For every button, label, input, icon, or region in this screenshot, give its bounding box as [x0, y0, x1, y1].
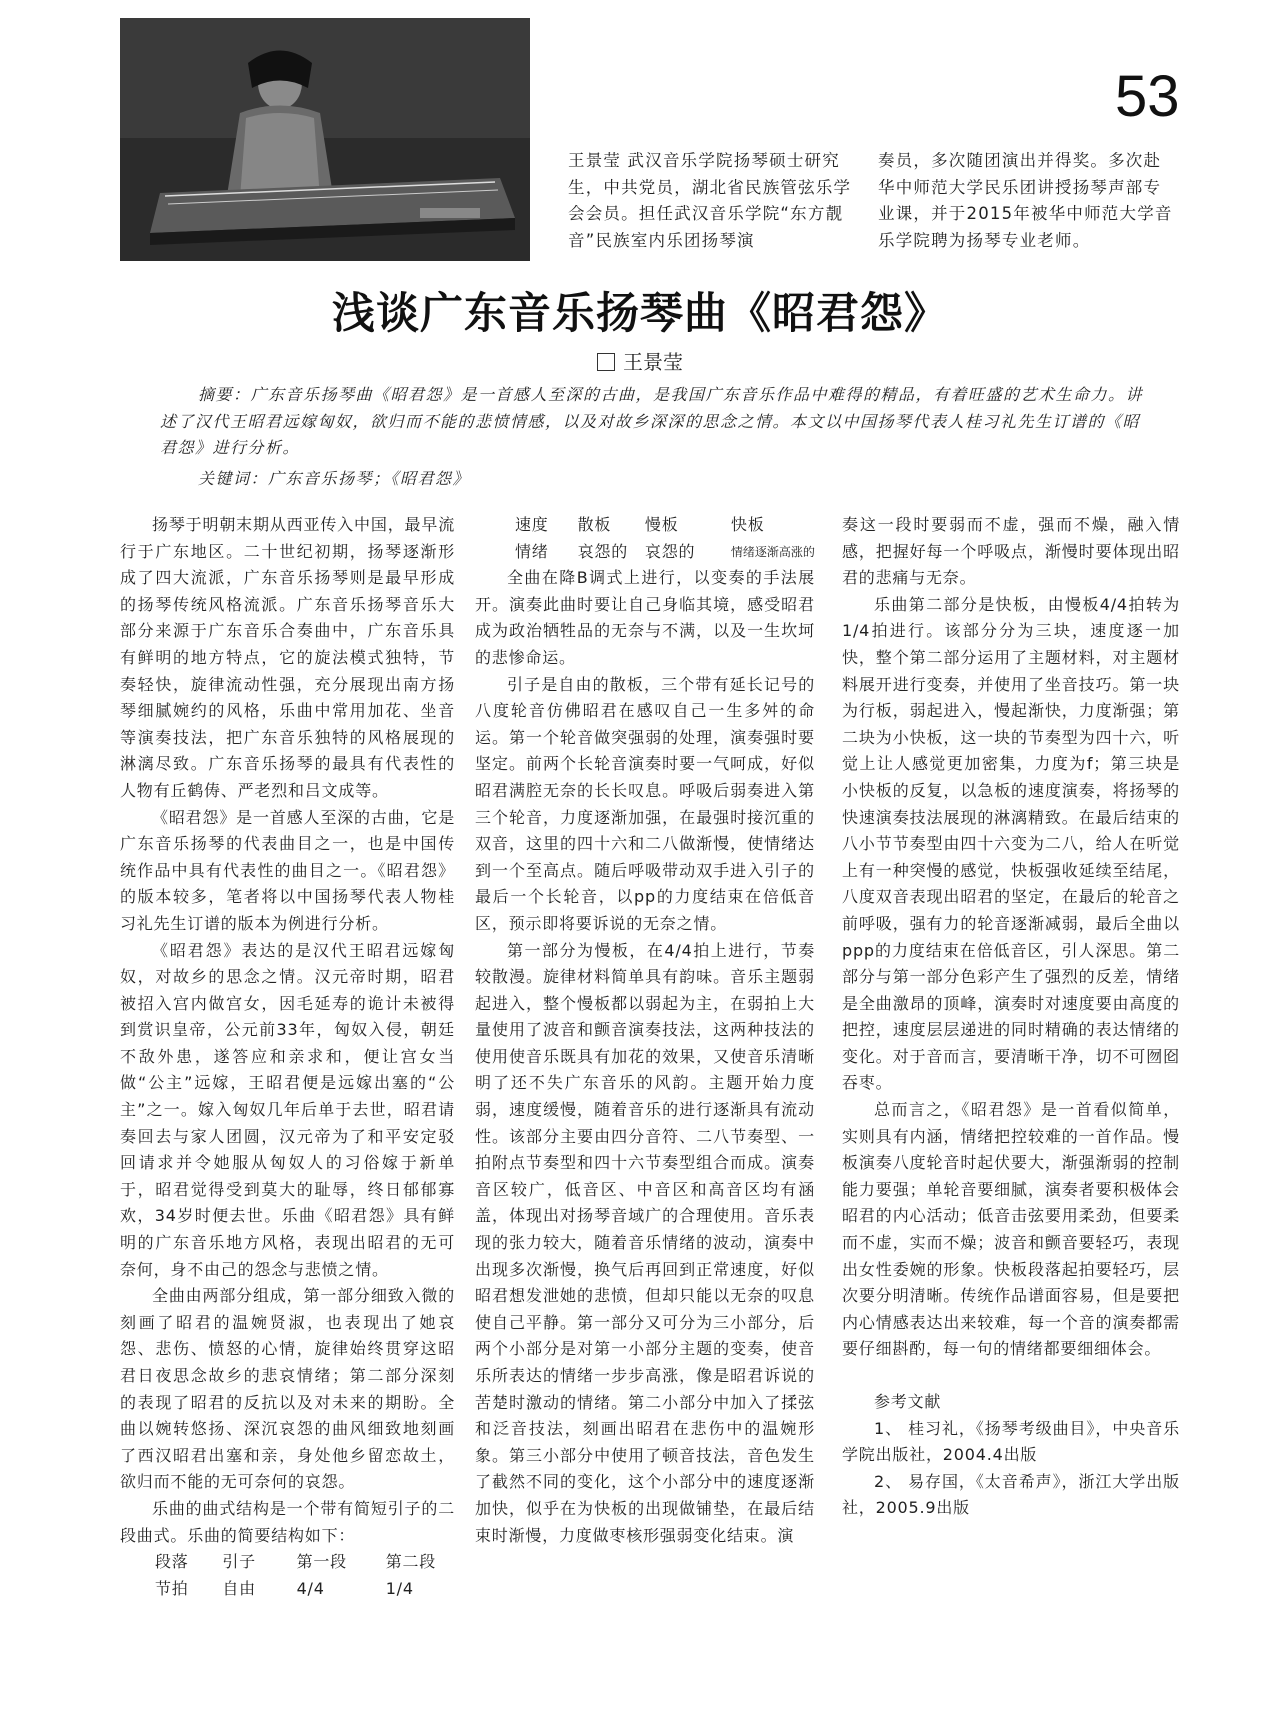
cell: 1/4: [385, 1578, 414, 1598]
cell: 散板: [577, 515, 612, 534]
structure-row-mood: [515, 539, 815, 566]
author-name: 王景莹: [623, 350, 683, 374]
paragraph: 总而言之，《昭君怨》是一首看似简单，实则具有内涵，情绪把控较难的一首作品。慢板演奏八度轮音时起伏要大，渐强渐弱的控制能力要强；单轮音要细腻，演奏者要积极体会昭君的内心活动；低音击弦要用柔劲，但要柔而不虚，实而不燥；波音和颤音要轻巧，表现出女性委婉的形象。快板段落起拍要轻巧，层次要分明清晰。传统作品谱面容易，但是要把内心情感表达出来较难，每一个音的演奏都需要仔细斟酌，每一句的情绪都要细细体会。: [842, 1100, 1180, 1359]
paragraph: 引子是自由的散板，三个带有延长记号的八度轮音仿佛昭君在感叹自己一生多舛的命运。第一个轮音做突强弱的处理，演奏强时要坚定。前两个长轮音演奏时要一气呵成，好似昭君满腔无奈的长长叹息。呼吸后弱奏进入第三个轮音，力度逐渐加强，在最强时接沉重的双音，这里的四十六和二八做渐慢，使情绪达到一个至高点。随后呼吸带动双手进入引子的最后一个长轮音，以pp的力度结束在倍低音区，预示即将要诉说的无奈之情。: [475, 674, 815, 933]
abstract: [160, 382, 1150, 462]
paragraph: 乐曲第二部分是快板，由慢板4/4拍转为1/4拍进行。该部分分为三块，速度逐一加快，整个第二部分运用了主题材料，对主题材料展开进行变奏，并使用了坐音技巧。第一块为行板，弱起进入，慢起渐快，力度渐强；第二块为小快板，这一块的节奏型为四十六，听觉上让人感觉更加密集，力度为f；第三块是小快板的反复，以急板的速度演奏，将扬琴的快速演奏技法展现的淋漓精致。在最后结束的八小节节奏型由四十六变为二八，给人在听觉上有一种突慢的感觉，快板强收延续至结尾，八度双音表现出昭君的坚定，在最后的轮音之前呼吸，强有力的轮音逐渐减弱，最后全曲以ppp的力度结束在倍低音区，引人深思。第二部分与第一部分色彩产生了强烈的反差，情绪是全曲激昂的顶峰，演奏时对速度要由高度的把控，速度层层递进的同时精确的表达情绪的变化。对于音而言，要清晰干净，切不可囫囵吞枣。: [842, 594, 1180, 1093]
cell: 第二段: [385, 1552, 437, 1572]
column-3: [842, 512, 1180, 1522]
references-title: 参考文献: [874, 1392, 942, 1411]
author-box-icon: [597, 353, 615, 371]
cell: 慢板: [644, 515, 679, 534]
paragraph: 奏这一段时要弱而不虚，强而不燥，融入情感，把握好每一个呼吸点，渐慢时要体现出昭君的悲痛与无奈。: [842, 515, 1180, 588]
performer-photo: [120, 18, 530, 261]
structure-table-part2: [515, 512, 815, 565]
cell: 情绪: [515, 541, 549, 561]
paragraph: 《昭君怨》是一首感人至深的古曲，它是广东音乐扬琴的代表曲目之一，也是中国传统作品中具有代表性的曲目之一。《昭君怨》的版本较多，笔者将以中国扬琴代表人物桂习礼先生订谱的版本为例进行分析。: [120, 807, 455, 933]
cell: 4/4: [296, 1578, 325, 1598]
paragraph: 《昭君怨》表达的是汉代王昭君远嫁匈奴，对故乡的思念之情。汉元帝时期，昭君被招入宫内做宫女，因毛延寿的诡计未被得到赏识皇帝，公元前33年，匈奴入侵，朝廷不敌外患，遂答应和亲求和，便让宫女当做“公主”远嫁，王昭君便是远嫁出塞的“公主”之一。嫁入匈奴几年后单于去世，昭君请奏回去与家人团圆，汉元帝为了和平安定驳回请求并令她服从匈奴人的习俗嫁于新单于，昭君觉得受到莫大的耻辱，终日郁郁寡欢，34岁时便去世。乐曲《昭君怨》具有鲜明的广东音乐地方风格，表现出昭君的无可奈何，身不由己的怨念与悲愤之情。: [120, 940, 455, 1279]
page-number: 53: [1115, 64, 1180, 129]
cell: 哀怨的: [644, 541, 696, 561]
author-bio-left: 王景莹 武汉音乐学院扬琴硕士研究生，中共党员，湖北省民族管弦乐学会会员。担任武汉音乐学院“东方靓音”民族室内乐团扬琴演: [568, 151, 852, 250]
paragraph: 全曲在降B调式上进行，以变奏的手法展开。演奏此曲时要让自己身临其境，感受昭君成为政治牺牲品的无奈与不满，以及一生坎坷的悲惨命运。: [475, 568, 815, 667]
paragraph: 乐曲的曲式结构是一个带有简短引子的二段曲式。乐曲的简要结构如下：: [120, 1498, 455, 1545]
structure-row-tempo: [515, 512, 815, 539]
author-bio-right: 奏员，多次随团演出并得奖。多次赴华中师范大学民乐团讲授扬琴声部专业课，并于2015年被华中师范大学音乐学院聘为扬琴专业老师。: [878, 151, 1173, 250]
paragraph: 全曲由两部分组成，第一部分细致入微的刻画了昭君的温婉贤淑，也表现出了她哀怨、悲伤、愤怒的心情，旋律始终贯穿这昭君日夜思念故乡的悲哀情绪；第二部分深刻的表现了昭君的反抗以及对未来的期盼。全曲以婉转悠扬、深沉哀怨的曲风细致地刻画了西汉昭君出塞和亲，身处他乡留恋故土，欲归而不能的无可奈何的哀怨。: [120, 1286, 455, 1492]
article-author: [0, 346, 1280, 375]
cell: 第一段: [296, 1552, 347, 1572]
abstract-text: 摘要：广东音乐扬琴曲《昭君怨》是一首感人至深的古曲，是我国广东音乐作品中难得的精品，有着旺盛的艺术生命力。讲述了汉代王昭君远嫁匈奴，欲归而不能的悲愤情感，以及对故乡深深的思念之情。本文以中国扬琴代表人桂习礼先生订谱的《昭君怨》进行分析。: [160, 385, 1144, 457]
column-1: [120, 512, 455, 1602]
cell: 自由: [222, 1578, 256, 1598]
reference-item: 1、 桂习礼，《扬琴考级曲目》，中央音乐学院出版社，2004.4出版: [842, 1418, 1180, 1465]
structure-row-sections: [120, 1549, 455, 1576]
paragraph: 扬琴于明朝末期从西亚传入中国，最早流行于广东地区。二十世纪初期，扬琴逐渐形成了四大流派，广东音乐扬琴则是最早形成的扬琴传统风格流派。广东音乐扬琴音乐大部分来源于广东音乐合奏曲中，广东音乐具有鲜明的地方特点，它的旋法模式独特，节奏轻快，旋律流动性强，充分展现出南方扬琴细腻婉约的风格，乐曲中常用加花、坐音等演奏技法，把广东音乐独特的风格展现的淋漓尽致。广东音乐扬琴的最具有代表性的人物有丘鹤俦、严老烈和吕文成等。: [120, 515, 455, 800]
structure-table-part1: [120, 1549, 455, 1602]
paragraph: 第一部分为慢板，在4/4拍上进行，节奏较散漫。旋律材料简单具有韵味。音乐主题弱起进入，整个慢板都以弱起为主，在弱拍上大量使用了波音和颤音演奏技法，这两种技法的使用使音乐既具有加花的效果，又使音乐清晰明了还不失广东音乐的风韵。主题开始力度弱，速度缓慢，随着音乐的进行逐渐具有流动性。该部分主要由四分音符、二八节奏型、一拍附点节奏型和四十六节奏型组合而成。演奏音区较广，低音区、中音区和高音区均有涵盖，体现出对扬琴音域广的合理使用。音乐表现的张力较大，随着音乐情绪的波动，演奏中出现多次渐慢，换气后再回到正常速度，好似昭君想发泄她的悲愤，但却只能以无奈的叹息使自己平静。第一部分又可分为三小部分，后两个小部分是对第一小部分主题的变奏，使音乐所表达的情绪一步步高涨，像是昭君诉说的苦楚时激动的情绪。第二小部分中加入了揉弦和泛音技法，刻画出昭君在悲伤中的温婉形象。第三小部分中使用了顿音技法，音色发生了截然不同的变化，这个小部分中的速度逐渐加快，似乎在为快板的出现做铺垫，在最后结束时渐慢，力度做枣核形强弱变化结束。演: [475, 940, 815, 1545]
cell: 快板: [730, 515, 765, 534]
cell: 引子: [222, 1552, 256, 1572]
article-title: 浅谈广东音乐扬琴曲《昭君怨》: [332, 289, 948, 339]
reference-item: 2、 易存国，《太音希声》，浙江大学出版社，2005.9出版: [842, 1471, 1180, 1518]
cell: 段落: [155, 1552, 189, 1572]
cell: 速度: [515, 515, 549, 534]
cell: 情绪逐渐高涨的: [730, 544, 815, 559]
cell: 节拍: [155, 1578, 189, 1598]
structure-row-meter: [120, 1576, 455, 1603]
keywords: 关键词：广东音乐扬琴；《昭君怨》: [198, 469, 471, 488]
column-2: [475, 512, 815, 1549]
cell: 哀怨的: [577, 541, 629, 561]
